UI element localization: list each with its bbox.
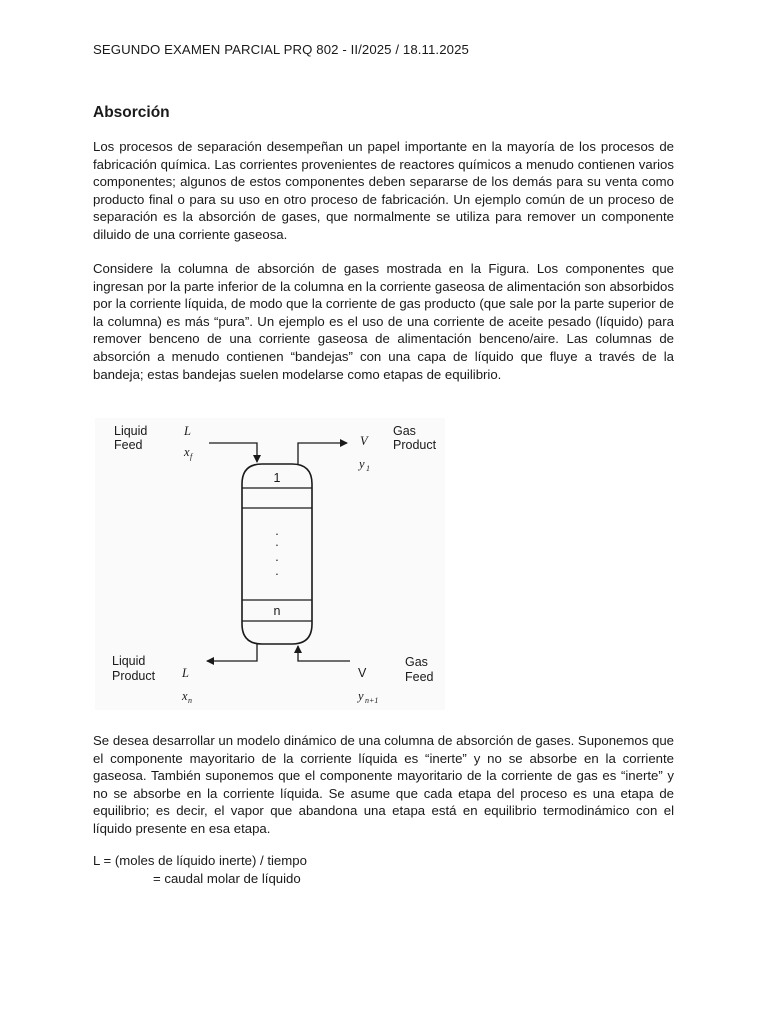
gas-product-label-1: Gas: [393, 424, 416, 438]
gas-feed-y-symbol: y: [358, 689, 364, 703]
definition-line-1: L = (moles de líquido inerte) / tiempo: [93, 853, 307, 868]
liquid-feed-arrow: [209, 443, 257, 462]
gas-product-arrow: [298, 443, 347, 464]
stage-dot-1: .: [275, 524, 279, 538]
gas-product-V-symbol: V: [360, 434, 368, 448]
liquid-product-L-symbol: L: [182, 666, 189, 680]
liquid-feed-label-2: Feed: [114, 438, 143, 452]
gas-product-y-subscript: 1: [366, 464, 370, 473]
paragraph-model-assumptions: Se desea desarrollar un modelo dinámico de una columna de absorción de gases. Suponemos que el componente mayoritario de la corriente líquida es “inerte” y no se absorbe en la corriente gaseosa. También suponemos que el componente mayoritario de la corriente de gas es “inerte” y no se absorbe en la corriente líquida. Se asume que cada etapa del proceso es una etapa de equilibrio; es decir, el vapor que abandona una etapa está en equilibrio termodinámico con el líquido presente en esa etapa.: [93, 733, 674, 836]
liquid-feed-x-symbol: x: [184, 445, 190, 459]
liquid-feed-x-subscript: f: [190, 452, 193, 461]
gas-feed-y-subscript: n+1: [365, 696, 379, 705]
stage-dot-2: ·: [274, 538, 280, 552]
paragraph-column-description: Considere la columna de absorción de gases mostrada en la Figura. Los componentes que ingresan por la parte inferior de la columna en la corriente gaseosa de alimentación son absorbidos por la corriente líquida, de modo que la corriente de gas producto (que sale por la parte superior de la columna) es más “pura”. Un ejemplo es el uso de una corriente de aceite pesado (líquido) para remover benceno de una corriente gaseosa de alimentación benceno/aire. Las columnas de absorción a menudo contienen “bandejas” con una capa de líquido que fluye a través de la bandeja; estas bandejas suelen modelarse como etapas de equilibrio.: [93, 261, 674, 382]
section-title: Absorción: [93, 104, 170, 121]
liquid-product-arrow: [207, 644, 257, 661]
paragraph-intro: Los procesos de separación desempeñan un papel importante en la mayoría de los procesos de fabricación química. Las corrientes provenientes de reactores químicos a menudo contienen varios componentes; algunos de estos componentes deben separarse de los demás para su venta como producto final o para su uso en otro proceso de fabricación. Un ejemplo común de un proceso de separación es la absorción de gases, que normalmente se utiliza para remover un componente diluido de una corriente gaseosa.: [93, 139, 674, 242]
gas-product-label-2: Product: [393, 438, 437, 452]
gas-feed-arrow: [298, 646, 350, 661]
gas-feed-label-2: Feed: [405, 670, 434, 684]
absorption-column-figure: [95, 418, 445, 710]
liquid-feed-L-symbol: L: [184, 424, 191, 438]
stage-1-label: 1: [273, 471, 281, 485]
liquid-product-label-1: Liquid: [112, 654, 146, 668]
exam-header: SEGUNDO EXAMEN PARCIAL PRQ 802 - II/2025 / 18.11.2025: [93, 42, 469, 57]
liquid-product-label-2: Product: [112, 669, 156, 683]
gas-feed-label-1: Gas: [405, 655, 428, 669]
stage-dot-3: ·: [274, 553, 280, 567]
liquid-product-x-symbol: x: [182, 689, 188, 703]
stage-dot-4: ·: [274, 567, 280, 581]
stage-n-label: n: [273, 604, 281, 618]
gas-feed-V-symbol: V: [358, 666, 367, 680]
liquid-product-x-subscript: n: [188, 696, 192, 705]
definition-line-2: = caudal molar de líquido: [153, 871, 301, 886]
liquid-feed-label-1: Liquid: [114, 424, 148, 438]
gas-product-y-symbol: y: [359, 457, 365, 471]
absorption-column-diagram: [95, 418, 445, 710]
